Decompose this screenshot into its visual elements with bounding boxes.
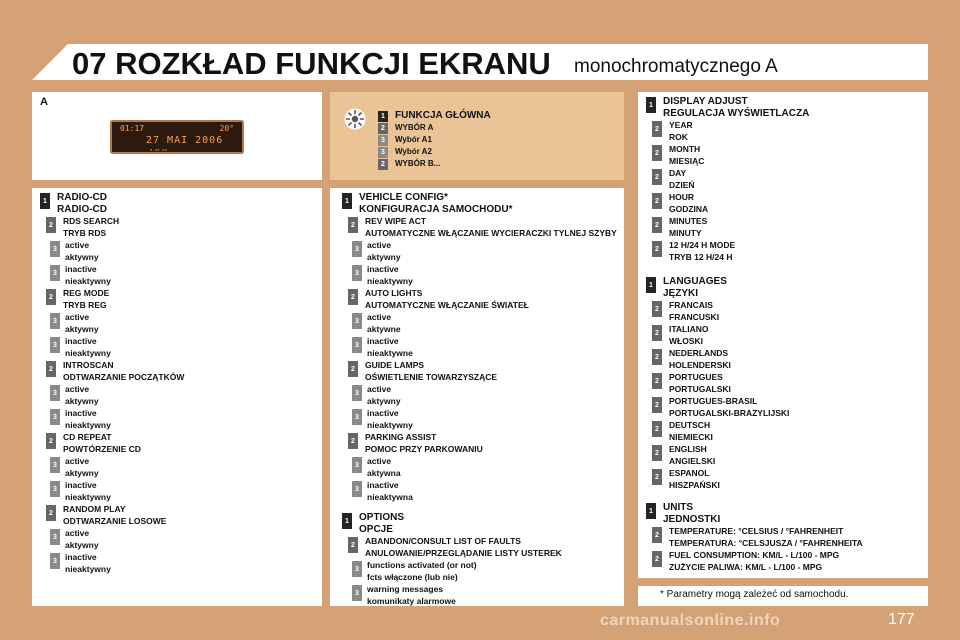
level-3-badge: 3 [378,135,388,146]
menu-label [669,324,709,347]
radio-item [46,288,109,311]
level-1-badge: 1 [646,503,656,519]
radio-item [46,216,119,239]
menu-label-line: aktywny [65,323,99,334]
menu-label-line: FUEL CONSUMPTION: KM/L - L/100 - MPG [669,550,840,560]
menu-label [669,144,704,167]
level-2-badge: 2 [348,433,358,449]
menu-label [65,456,99,479]
menu-label-line: HOLENDERSKI [669,359,731,370]
radio-item [50,384,99,407]
menu-label-line: active [65,384,90,394]
menu-label [57,192,107,215]
menu-label [669,468,720,491]
function_panel-items-item [378,146,432,158]
menu-label [63,360,184,383]
menu-label [365,432,483,455]
radio-item [46,360,184,383]
menu-label-line: ZUŻYCIE PALIWA: KM/L - L/100 - MPG [669,561,823,572]
menu-label [367,480,413,503]
menu-label-line: OŚWIETLENIE TOWARZYSZĄCE [365,371,498,382]
menu-label-line: nieaktywny [65,419,111,430]
panel-label: A [40,96,48,108]
menu-label-line: LANGUAGES [663,276,727,287]
menu-label [669,216,707,239]
level-2-badge: 2 [348,217,358,233]
menu-label-line: DEUTSCH [669,420,711,430]
menu-label [63,504,166,527]
footnote: * Parametry mogą zależeć od samochodu. [660,589,849,600]
vehicle-item [352,240,401,263]
menu-label [663,96,809,119]
menu-label [367,240,401,263]
level-3-badge: 3 [50,385,60,401]
level-3-badge: 3 [50,457,60,473]
units-item [646,502,720,525]
menu-label [63,432,141,455]
menu-label [63,288,109,311]
menu-label-line: AUTOMATYCZNE WŁĄCZANIE ŚWIATEŁ [365,299,529,310]
options-item [352,560,477,583]
vehicle-item [352,408,413,431]
menu-label-line: nieaktywny [65,347,111,358]
menu-label-line: NEDERLANDS [669,348,729,358]
display-example-panel [32,92,322,180]
vehicle-item [348,288,529,311]
menu-label [669,420,713,443]
menu-label-line: PORTUGUES-BRASIL [669,396,758,406]
menu-label-line: REG MODE [63,288,110,298]
options-item [348,536,562,559]
radio-item [50,240,99,263]
watermark: carmanualsonline.info [600,612,781,629]
lcd-temperature: 20° [219,124,234,133]
menu-label-line: VEHICLE CONFIG* [359,192,448,203]
menu-label-line: inactive [367,264,399,274]
menu-label-line: OPTIONS [359,512,405,523]
function_panel-items-item [378,158,440,170]
level-2-badge: 2 [652,527,662,543]
units-item [652,550,839,573]
languages-item [652,468,720,491]
menu-label-line: TRYB RDS [63,227,107,238]
menu-label-line: POWTÓRZENIE CD [63,443,141,454]
level-1-badge: 1 [40,193,50,209]
menu-label-line: MIESIĄC [669,155,705,166]
menu-label-line: GUIDE LAMPS [365,360,425,370]
vehicle-item [342,192,513,215]
menu-label [367,336,413,359]
level-2-badge: 2 [652,349,662,365]
level-2-badge: 2 [348,537,358,553]
level-1-badge: 1 [646,277,656,293]
menu-label-line: nieaktywny [367,275,413,286]
menu-label-line: PORTUGALSKI-BRAZYLIJSKI [669,407,790,418]
vehicle-item [348,216,617,239]
level-2-badge: 2 [652,373,662,389]
menu-label-line: NIEMIECKI [669,431,713,442]
languages-item [652,396,789,419]
display-item [652,144,704,167]
menu-label-line: TEMPERATURE: °CELSIUS / °FAHRENHEIT [669,526,844,536]
menu-label-line: aktywne [367,323,401,334]
options-item [352,584,456,607]
languages-item [652,444,715,467]
level-2-badge: 2 [652,145,662,161]
menu-label-line: aktywny [65,467,99,478]
radio-item [50,552,111,575]
menu-label [63,216,119,239]
menu-label-line: aktywny [65,251,99,262]
menu-label-line: HOUR [669,192,695,202]
menu-label [367,384,401,407]
menu-label [365,216,617,239]
level-1-badge: 1 [342,193,352,209]
menu-label-line: Wybór A1 [395,135,432,144]
menu-label-line: OPCJE [359,523,393,535]
languages-item [646,276,727,299]
level-2-badge: 2 [46,217,56,233]
menu-label-line: active [367,384,392,394]
level-2-badge: 2 [652,397,662,413]
menu-label-line: functions activated (or not) [367,560,477,570]
menu-label-line: HISZPAŃSKI [669,479,720,490]
menu-label-line: JĘZYKI [663,287,699,299]
level-2-badge: 2 [348,289,358,305]
menu-label-line: inactive [367,408,399,418]
menu-label-line: inactive [65,552,97,562]
menu-label [359,512,404,535]
menu-label [663,502,720,525]
level-2-badge: 2 [46,289,56,305]
level-1-badge: 1 [378,111,388,122]
menu-label-line: inactive [65,264,97,274]
menu-label-line: PARKING ASSIST [365,432,437,442]
level-3-badge: 3 [352,457,362,473]
menu-label-line: POMOC PRZY PARKOWANIU [365,443,483,454]
menu-label-line: FRANCAIS [669,300,713,310]
lcd-screen [110,120,244,154]
menu-label-line: aktywny [367,395,401,406]
menu-label-line: 12 H/24 H MODE [669,240,736,250]
vehicle-item [352,264,413,287]
menu-label-line: FUNKCJA GŁÓWNA [395,110,491,121]
menu-label-line: active [65,240,90,250]
vehicle-item [352,336,413,359]
vehicle-item [352,312,401,335]
menu-label-line: KONFIGURACJA SAMOCHODU* [359,203,513,215]
menu-label [367,560,477,583]
menu-label-line: warning messages [367,584,444,594]
radio-item [50,312,99,335]
level-2-badge: 2 [652,325,662,341]
menu-label [395,122,433,134]
menu-label-line: active [65,528,90,538]
menu-label [669,526,863,549]
menu-label-line: inactive [65,408,97,418]
level-3-badge: 3 [50,337,60,353]
menu-label [669,168,695,191]
menu-label [669,550,839,573]
menu-label-line: TEMPERATURA: °CELSJUSZA / °FAHRENHEITA [669,537,863,548]
level-3-badge: 3 [50,529,60,545]
languages-item [652,372,731,395]
menu-label-line: active [367,456,392,466]
menu-label [65,408,111,431]
level-2-badge: 2 [652,551,662,567]
level-2-badge: 2 [652,169,662,185]
menu-label-line: komunikaty alarmowe [367,595,456,606]
page-title: 07 ROZKŁAD FUNKCJI EKRANU [72,46,551,81]
menu-label-line: YEAR [669,120,693,130]
options-item [342,512,404,535]
menu-label-line: ANULOWANIE/PRZEGLĄDANIE LISTY USTEREK [365,547,562,558]
radio-item [50,264,111,287]
level-2-badge: 2 [652,445,662,461]
function_panel-items-item [378,122,433,134]
level-3-badge: 3 [352,265,362,281]
display-item [652,216,707,239]
function_panel-items-item [378,110,491,122]
menu-label [393,134,432,146]
menu-label-line: RADIO-CD [57,203,107,215]
languages-item [652,420,713,443]
menu-label [669,444,715,467]
level-2-badge: 2 [46,505,56,521]
menu-label-line: ITALIANO [669,324,709,334]
menu-label-line: inactive [367,480,399,490]
menu-label-line: inactive [65,336,97,346]
level-2-badge: 2 [378,123,388,134]
menu-label-line: FRANCUSKI [669,311,720,322]
menu-label [669,300,719,323]
level-1-badge: 1 [342,513,352,529]
level-3-badge: 3 [50,241,60,257]
level-2-badge: 2 [652,121,662,137]
menu-label-line: JEDNOSTKI [663,513,721,525]
menu-label [65,384,99,407]
menu-label-line: inactive [367,336,399,346]
sun-icon [344,108,366,130]
display-item [652,240,735,263]
languages-item [652,324,709,347]
menu-label-line: TRYB 12 H/24 H [669,251,733,262]
menu-label-line: DAY [669,168,687,178]
units-item [652,526,863,549]
menu-label-line: aktywny [65,539,99,550]
menu-label [663,276,727,299]
menu-label [65,240,99,263]
level-3-badge: 3 [50,481,60,497]
menu-label [393,146,432,158]
languages-item [652,300,719,323]
menu-label-line: DISPLAY ADJUST [663,96,748,107]
display-item [652,120,693,143]
menu-label [65,528,99,551]
menu-label-line: ANGIELSKI [669,455,716,466]
radio-item [46,504,166,527]
vehicle-item [348,360,497,383]
menu-label-line: AUTOMATYCZNE WŁĄCZANIE WYCIERACZKI TYLNEJ SZYBY [365,227,617,238]
menu-label-line: DZIEŃ [669,179,695,190]
level-2-badge: 2 [652,193,662,209]
level-3-badge: 3 [50,553,60,569]
menu-label [395,158,440,170]
level-3-badge: 3 [352,409,362,425]
radio-item [40,192,107,215]
menu-label-line: PORTUGUES [669,372,723,382]
menu-label-line: nieaktywny [367,419,413,430]
menu-label-line: WŁOSKI [669,335,703,346]
footnote-panel [638,586,928,606]
menu-label-line: UNITS [663,502,693,513]
menu-label-line: nieaktywny [65,491,111,502]
level-2-badge: 2 [652,469,662,485]
menu-label-line: nieaktywny [65,275,111,286]
menu-label [395,110,491,122]
menu-label [65,312,99,335]
radio-item [50,480,111,503]
level-3-badge: 3 [50,313,60,329]
menu-label-line: active [65,456,90,466]
level-3-badge: 3 [352,561,362,577]
level-3-badge: 3 [50,265,60,281]
level-3-badge: 3 [352,585,362,601]
menu-label-line: GODZINA [669,203,709,214]
menu-label-line: CD REPEAT [63,432,112,442]
menu-label [669,120,693,143]
menu-label [65,264,111,287]
menu-label-line: nieaktywna [367,491,413,502]
level-3-badge: 3 [50,409,60,425]
level-2-badge: 2 [652,421,662,437]
menu-label-line: WYBÓR B... [395,159,441,168]
menu-label [669,348,731,371]
menu-label [367,584,456,607]
menu-label [669,192,708,215]
menu-label [365,288,529,311]
menu-label [367,408,413,431]
menu-label-line: RANDOM PLAY [63,504,126,514]
menu-label-line: ODTWARZANIE LOSOWE [63,515,167,526]
menu-label-line: ESPANOL [669,468,710,478]
page-number: 177 [888,611,915,628]
radio-item [46,432,141,455]
menu-label-line: ODTWARZANIE POCZĄTKÓW [63,371,185,382]
level-2-badge: 2 [652,301,662,317]
vehicle-item [352,384,401,407]
menu-label-line: RDS SEARCH [63,216,120,226]
level-3-badge: 3 [352,241,362,257]
menu-label-line: MINUTY [669,227,702,238]
menu-label [365,536,562,559]
vehicle-item [352,456,401,479]
level-3-badge: 3 [352,313,362,329]
menu-label-line: active [367,312,392,322]
radio-item [50,528,99,551]
menu-label [365,360,497,383]
display-item [652,168,695,191]
main-function-legend [330,92,624,180]
menu-label [65,480,111,503]
menu-label-line: RADIO-CD [57,192,107,203]
menu-label [367,264,413,287]
lcd-indicators: ▪ ▪▪ ▪▪ [150,147,167,152]
menu-label-line: WYBÓR A [395,123,434,132]
menu-label-line: active [367,240,392,250]
menu-label-line: fcts włączone (lub nie) [367,571,458,582]
level-3-badge: 3 [352,385,362,401]
level-2-badge: 2 [46,361,56,377]
lcd-time: 01:17 [120,124,145,133]
menu-label-line: TRYB REG [63,299,107,310]
menu-label-line: active [65,312,90,322]
languages-item [652,348,731,371]
level-3-badge: 3 [378,147,388,158]
menu-label-line: nieaktywny [65,563,111,574]
menu-label-line: ABANDON/CONSULT LIST OF FAULTS [365,536,521,546]
radio-item [50,408,111,431]
menu-label [65,336,111,359]
level-3-badge: 3 [352,337,362,353]
lcd-date: 27 MAI 2006 [146,135,224,146]
radio-item [50,456,99,479]
radio-item [50,336,111,359]
menu-label-line: REV WIPE ACT [365,216,427,226]
page-subtitle: monochromatycznego A [574,56,778,77]
menu-label [367,456,401,479]
menu-label [669,372,731,395]
level-2-badge: 2 [652,217,662,233]
menu-label-line: MONTH [669,144,701,154]
menu-label-line: PORTUGALSKI [669,383,731,394]
menu-label [65,552,111,575]
vehicle-item [352,480,413,503]
menu-label [669,396,789,419]
menu-label [359,192,513,215]
menu-label-line: aktywny [65,395,99,406]
level-2-badge: 2 [348,361,358,377]
level-3-badge: 3 [352,481,362,497]
menu-label-line: ROK [669,131,688,142]
menu-label-line: REGULACJA WYŚWIETLACZA [663,107,810,119]
menu-label-line: aktywny [367,251,401,262]
menu-label-line: Wybór A2 [395,147,432,156]
menu-label-line: INTROSCAN [63,360,114,370]
vehicle-item [348,432,483,455]
menu-label-line: AUTO LIGHTS [365,288,423,298]
level-1-badge: 1 [646,97,656,113]
display-item [652,192,708,215]
menu-label [367,312,401,335]
menu-label [669,240,735,263]
menu-label-line: nieaktywne [367,347,413,358]
level-2-badge: 2 [46,433,56,449]
title-notch [32,44,68,80]
level-2-badge: 2 [378,159,388,170]
menu-label-line: inactive [65,480,97,490]
menu-label-line: MINUTES [669,216,708,226]
level-2-badge: 2 [652,241,662,257]
function_panel-items-item [378,134,432,146]
display-item [646,96,809,119]
menu-label-line: aktywna [367,467,401,478]
menu-label-line: ENGLISH [669,444,707,454]
